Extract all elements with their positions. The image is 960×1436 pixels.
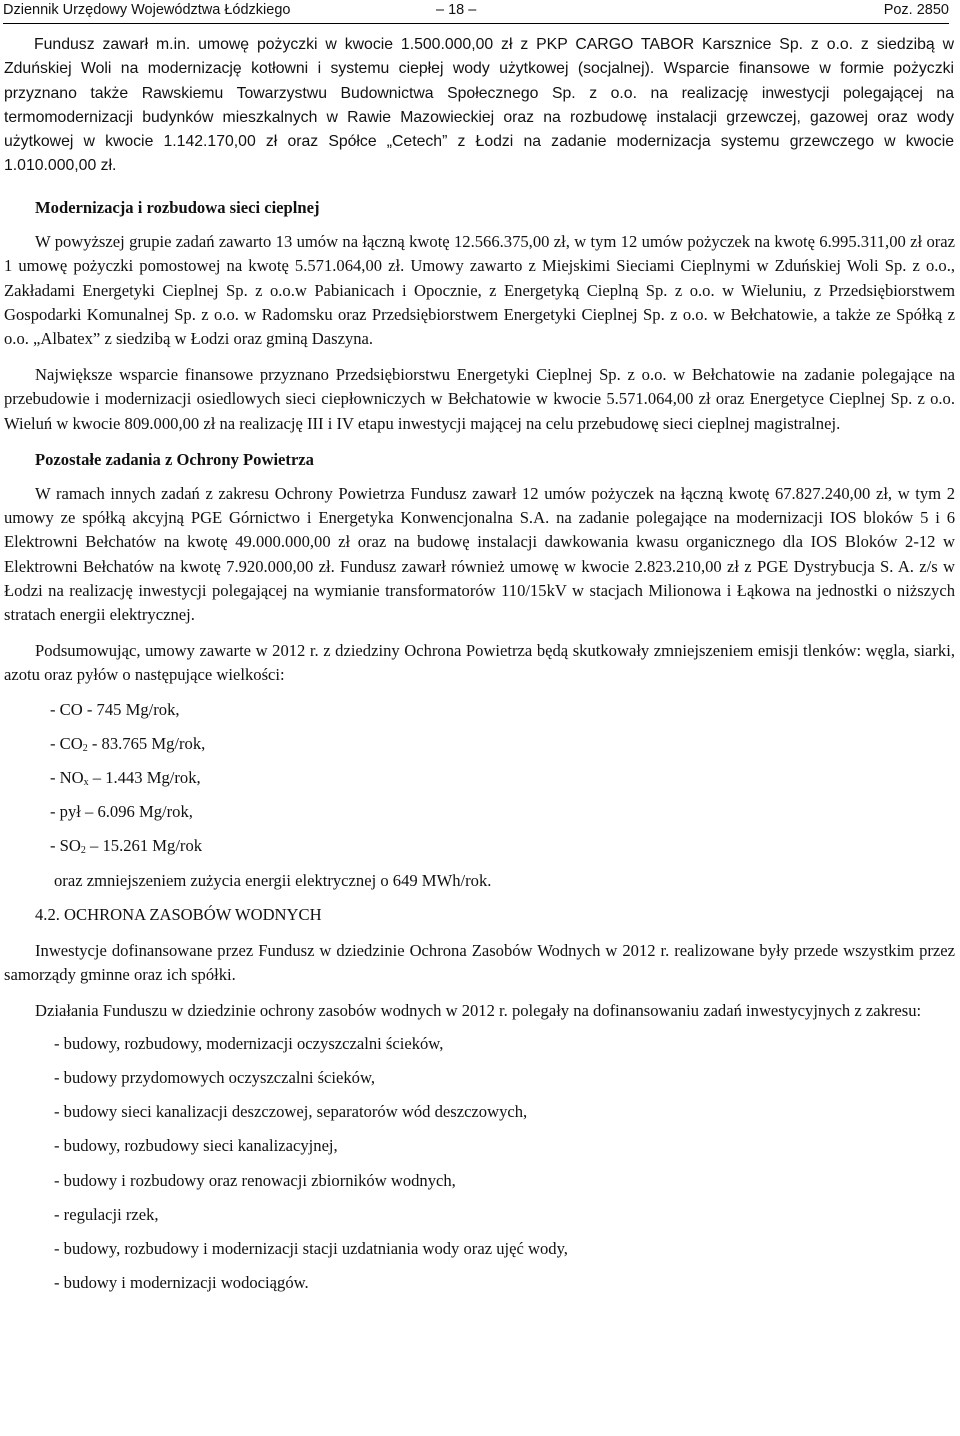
heading-heat-network: Modernizacja i rozbudowa sieci cieplnej bbox=[35, 198, 320, 217]
position-number: Poz. 2850 bbox=[883, 2, 949, 18]
heading-water-resources: 4.2. OCHRONA ZASOBÓW WODNYCH bbox=[35, 904, 322, 924]
journal-title: Dziennik Urzędowy Województwa Łódzkiego bbox=[3, 2, 291, 18]
emission-so2: - $SO_2 - 15.261$ Mg/rok bbox=[50, 836, 203, 857]
list-item: - budowy, rozbudowy, modernizacji oczyszczalni ścieków, bbox=[54, 1033, 444, 1053]
page-header bbox=[3, 0, 949, 20]
paragraph-other-air-tasks: W ramach innych zadań z zakresu Ochrony Powietrza Fundusz zawarł 12 umów pożyczek na łączną kwotę 67.827.240,00 zł, w tym 2 umowy ze spółką akcyjną PGE Górnictwo i Energetyka Konwencjonalna S.A. na zadanie polegające na modernizacji IOS bloków 5 i 6 Elektrowni Bełchatów na kwotę 49.000.000,00 zł oraz na budowę instalacji dawkowania kwasu organicznego dla IOS Bloków 2-12 w Elektrowni Bełchatów na kwotę 7.920.000,00 zł. Fundusz zawarł również umowę w kwocie 2.823.210,00 zł z PGE Dystrybucja S. A. z/s w Łodzi na realizację inwestycji polegającej na wymianie transformatorów 110/15kV w stacjach Milionowa i Łąkowa na jednostki o niższych stratach energii elektrycznej. bbox=[4, 484, 955, 625]
emission-co: - CO - 745 Mg/rok, bbox=[50, 699, 180, 719]
emissions-list bbox=[4, 698, 955, 893]
list-item: - regulacji rzek, bbox=[54, 1204, 159, 1224]
list-item: - budowy sieci kanalizacji deszczowej, separatorów wód deszczowych, bbox=[54, 1102, 528, 1122]
list-item: - budowy przydomowych oczyszczalni ścieków, bbox=[54, 1067, 376, 1087]
page-number: – 18 – bbox=[436, 2, 477, 18]
energy-reduction: oraz zmniejszeniem zużycia energii elektrycznej o 649 MWh/rok. bbox=[54, 870, 492, 890]
paragraph-heat-network: W powyższej grupie zadań zawarto 13 umów na łączną kwotę 12.566.375,00 zł, w tym 12 umów pożyczek na kwotę 6.995.311,00 zł oraz 1 umowę pożyczki pomostowej na kwotę 5.571.064,00 zł. Umowy zawarto z Miejskimi Sieciami Cieplnymi w Zduńskiej Woli Sp. z o.o., Zakładami Energetyki Cieplnej Sp. z o.o.w Pabianicach i Opocznie, z Energetyką Cieplną Sp. z o.o. w Wieluniu, z Przedsiębiorstwem Gospodarki Komunalnej Sp. z o.o. w Radomsku oraz Przedsiębiorstwem Energetyki Cieplnej Sp. z o.o. w Bełchatowie, a także ze Spółką z o.o. „Albatex” z siedzibą w Łodzi oraz gminą Daszyna. bbox=[4, 232, 955, 349]
list-item: - budowy, rozbudowy i modernizacji stacji uzdatniania wody oraz ujęć wody, bbox=[54, 1238, 568, 1258]
paragraph-water-investments: Inwestycje dofinansowane przez Fundusz w dziedzinie Ochrona Zasobów Wodnych w 2012 r. realizowane były przede wszystkim przez samorządy gminne oraz ich spółki. bbox=[4, 941, 955, 985]
list-item: - budowy i modernizacji wodociągów. bbox=[54, 1273, 309, 1293]
emission-co2: - $CO_2 - 83.765$ Mg/rok, bbox=[50, 733, 206, 754]
intro-paragraph: Fundusz zawarł m.in. umowę pożyczki w kwocie 1.500.000,00 zł z PKP CARGO TABOR Karsznice Sp. z o.o. z siedzibą w Zduńskiej Woli na modernizację kotłowni i systemu ciepłej wody użytkowej (socjalnej). Wsparcie finansowe w formie pożyczki przyznano także Rawskiemu Towarzystwu Budownictwa Społecznego Sp. z o.o. na realizację inwestycji polegającej na termomodernizacji budynków mieszkalnych w Rawie Mazowieckiej oraz na rozbudowę instalacji grzewczej, gazowej oraz wody użytkowej w kwocie 1.142.170,00 zł oraz Spółce „Cetech” z Łodzi na zadanie modernizacja systemu grzewczego w kwocie 1.010.000,00 zł. bbox=[4, 36, 954, 175]
emission-dust: - pył – 6.096 Mg/rok, bbox=[50, 802, 193, 822]
intro-section bbox=[4, 33, 954, 179]
emission-nox: - $NO_x - 1.443$ Mg/rok, bbox=[50, 768, 201, 789]
paragraph-water-activities: Działania Funduszu w dziedzinie ochrony zasobów wodnych w 2012 r. polegały na dofinansowaniu zadań inwestycyjnych z zakresu: bbox=[35, 1001, 922, 1021]
paragraph-summary: Podsumowując, umowy zawarte w 2012 r. z dziedziny Ochrona Powietrza będą skutkowały zmniejszeniem emisji tlenków: węgla, siarki, azotu oraz pyłów o następujące wielkości: bbox=[4, 641, 955, 685]
header-rule bbox=[3, 23, 949, 24]
list-item: - budowy i rozbudowy oraz renowacji zbiorników wodnych, bbox=[54, 1170, 456, 1190]
list-item: - budowy, rozbudowy sieci kanalizacyjnej, bbox=[54, 1136, 338, 1156]
paragraph-largest-support: Największe wsparcie finansowe przyznano Przedsiębiorstwu Energetyki Cieplnej Sp. z o.o. w Bełchatowie na zadanie polegające na przebudowie i modernizacji osiedlowych sieci ciepłowniczych w Bełchatowie w kwocie 5.571.064,00 zł oraz Energetyce Cieplnej Sp. z o.o. Wieluń w kwocie 809.000,00 zł na realizację III i IV etapu inwestycji mającej na celu przebudowę sieci cieplnej magistralnej. bbox=[4, 365, 955, 433]
heading-other-air-tasks: Pozostałe zadania z Ochrony Powietrza bbox=[35, 449, 314, 469]
document-body bbox=[4, 196, 955, 1295]
water-tasks-list bbox=[4, 1032, 955, 1296]
